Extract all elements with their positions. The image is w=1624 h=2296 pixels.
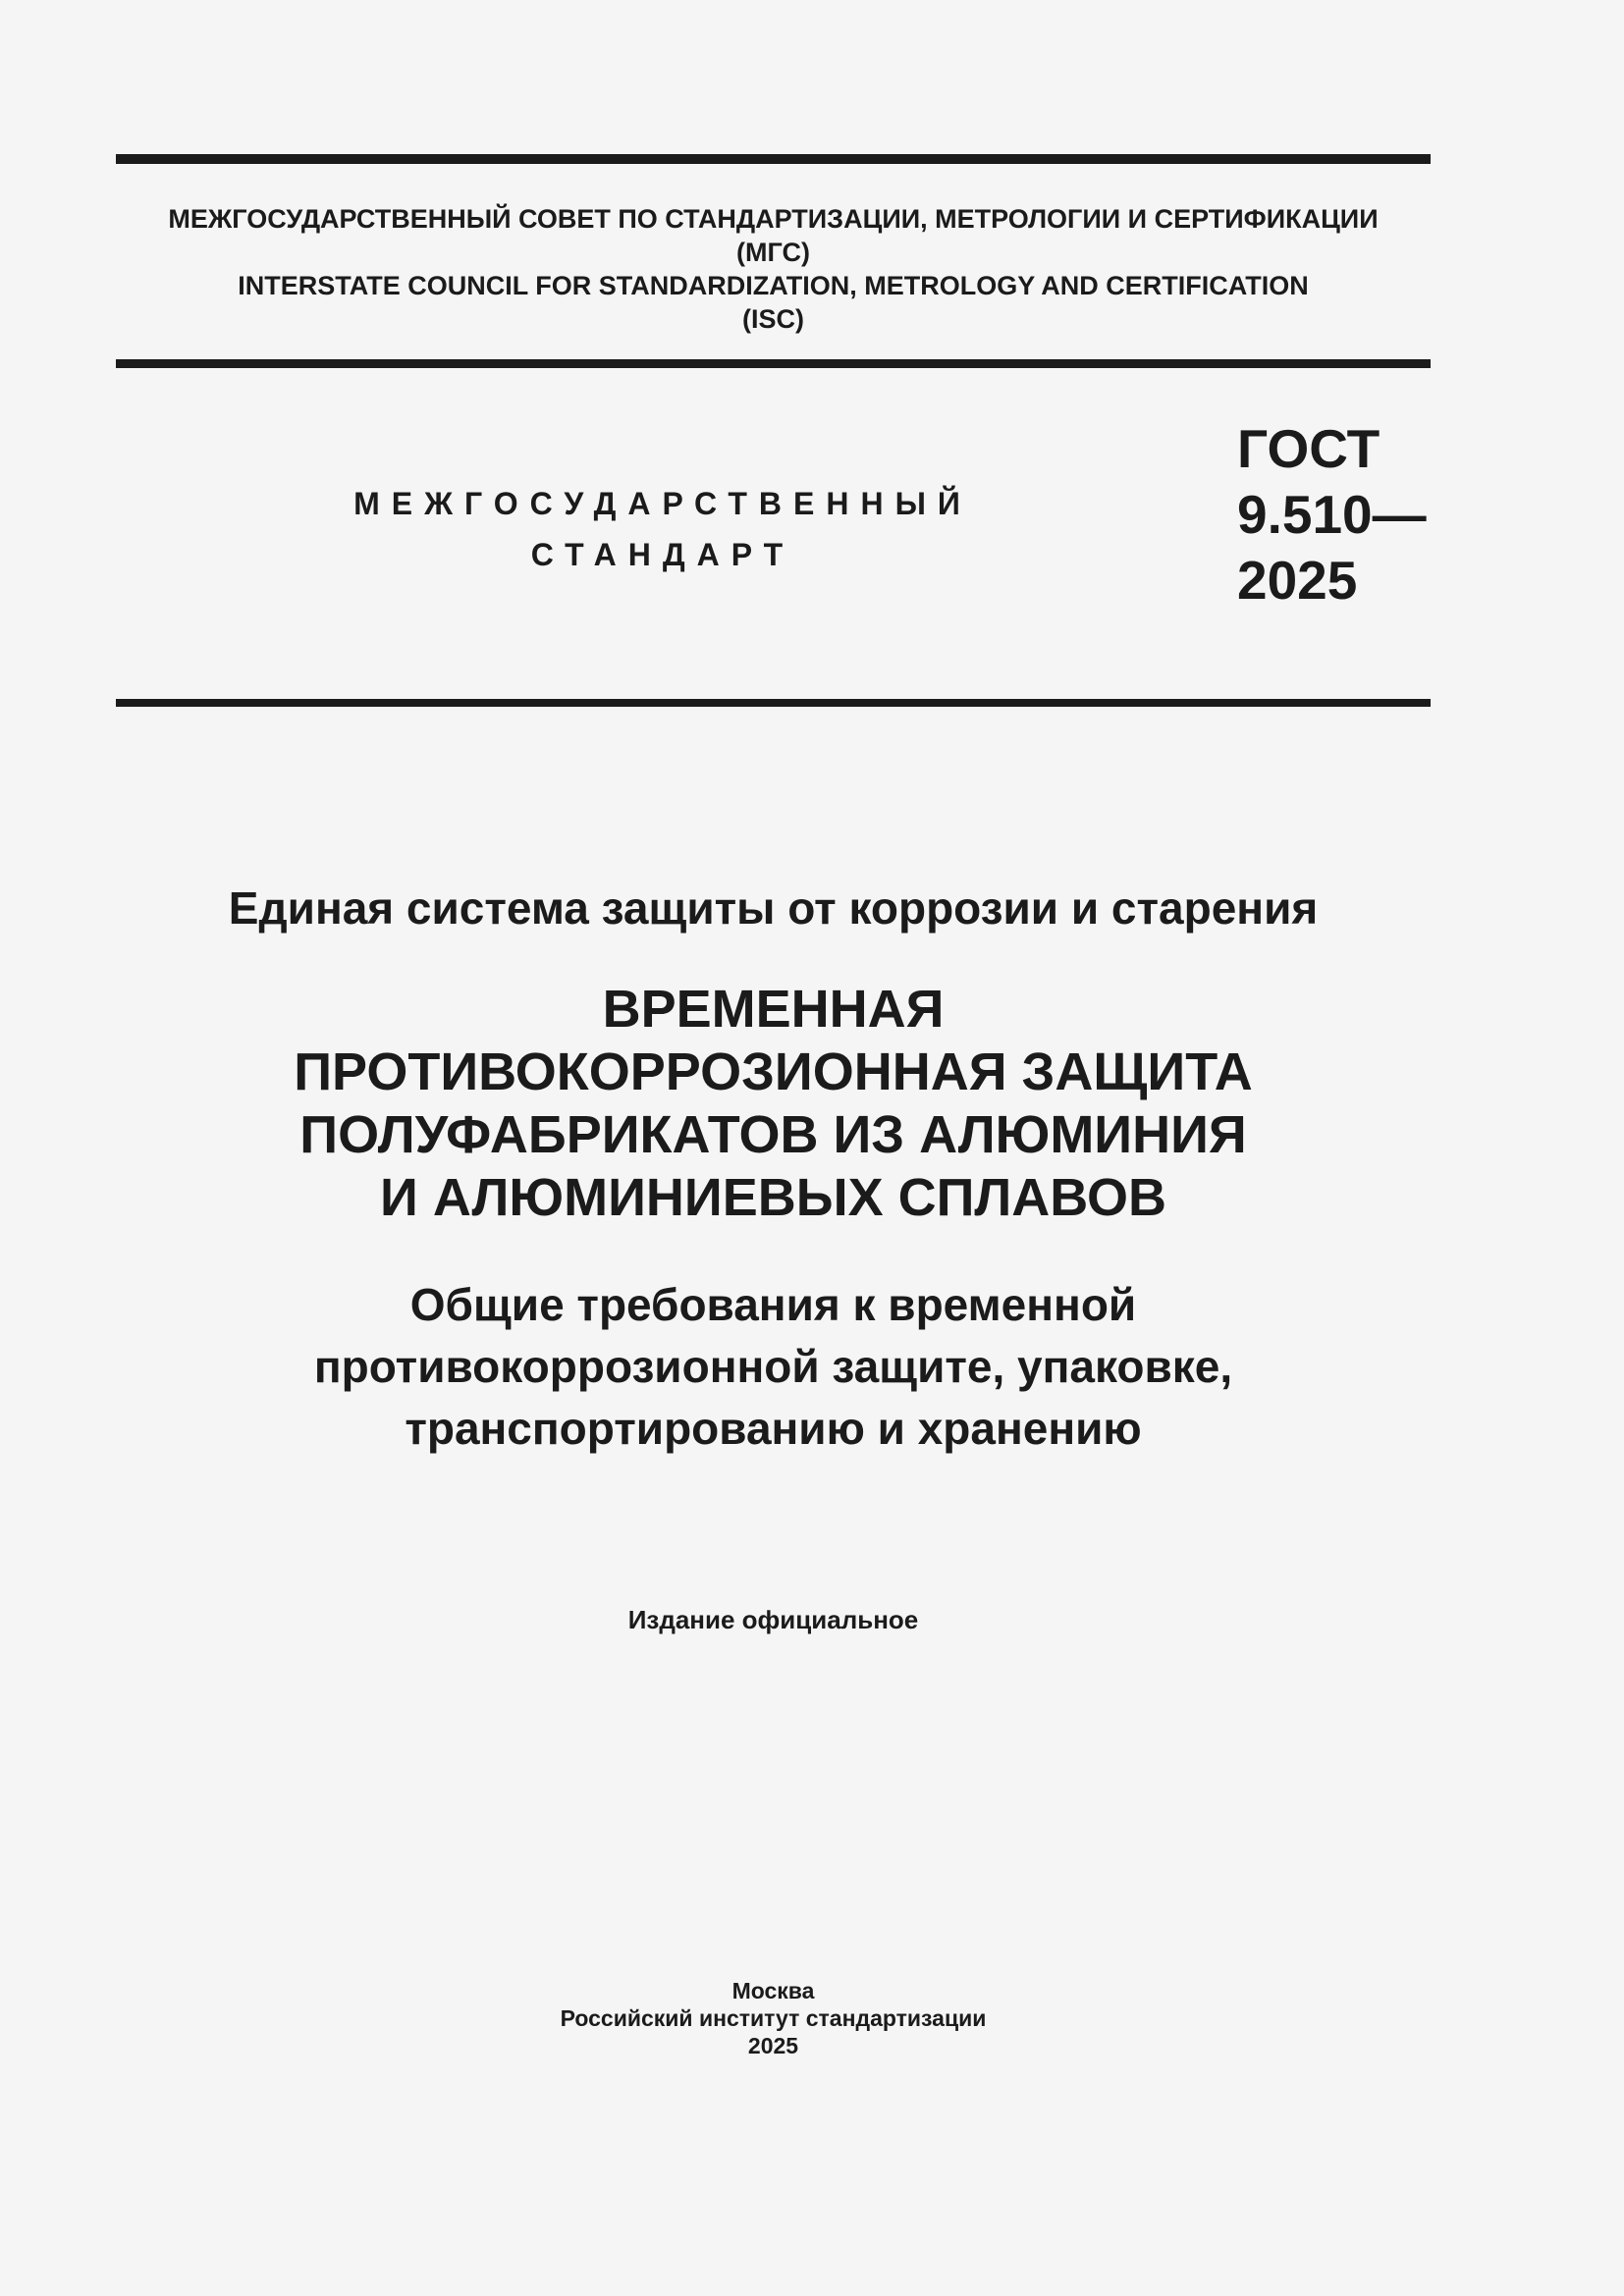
subtitle-line: противокоррозионной защите, упаковке,: [313, 1341, 1233, 1392]
main-title-line: ПОЛУФАБРИКАТОВ ИЗ АЛЮМИНИЯ: [299, 1105, 1247, 1164]
standard-code: [1237, 416, 1427, 614]
subtitle: [116, 1274, 1431, 1460]
imprint: [116, 1977, 1431, 2059]
standard-code-line-1: ГОСТ: [1237, 418, 1380, 479]
council-name-ru: МЕЖГОСУДАРСТВЕННЫЙ СОВЕТ ПО СТАНДАРТИЗАЦИИ, МЕТРОЛОГИИ И СЕРТИФИКАЦИИ: [168, 204, 1379, 234]
imprint-year: 2025: [747, 2033, 799, 2058]
imprint-city: Москва: [731, 1978, 815, 2003]
main-title: [116, 978, 1431, 1229]
council-abbr-ru: (МГС): [736, 238, 810, 267]
series-title: Единая система защиты от коррозии и старения: [228, 882, 1319, 934]
subtitle-line: Общие требования к временной: [409, 1279, 1137, 1330]
edition-note: Издание официальное: [627, 1605, 919, 1634]
subtitle-line: транспортированию и хранению: [405, 1403, 1142, 1454]
council-name-en: INTERSTATE COUNCIL FOR STANDARDIZATION, METROLOGY AND CERTIFICATION: [238, 271, 1309, 300]
standard-code-line-2: 9.510—: [1237, 484, 1427, 545]
main-title-line: ВРЕМЕННАЯ: [602, 980, 945, 1039]
standard-type-line-2: СТАНДАРТ: [530, 537, 795, 572]
standard-type: [353, 478, 972, 580]
council-abbr-en: (ISC): [742, 304, 804, 334]
council-header: [116, 202, 1431, 336]
standard-code-line-3: 2025: [1237, 550, 1358, 611]
bottom-rule: [116, 699, 1431, 707]
main-title-line: ПРОТИВОКОРРОЗИОННАЯ ЗАЩИТА: [294, 1042, 1253, 1101]
top-rule: [116, 154, 1431, 164]
main-title-line: И АЛЮМИНИЕВЫХ СПЛАВОВ: [380, 1168, 1166, 1227]
standard-type-line-1: МЕЖГОСУДАРСТВЕННЫЙ: [353, 486, 972, 521]
imprint-publisher: Российский институт стандартизации: [560, 2005, 987, 2031]
middle-rule: [116, 359, 1431, 368]
